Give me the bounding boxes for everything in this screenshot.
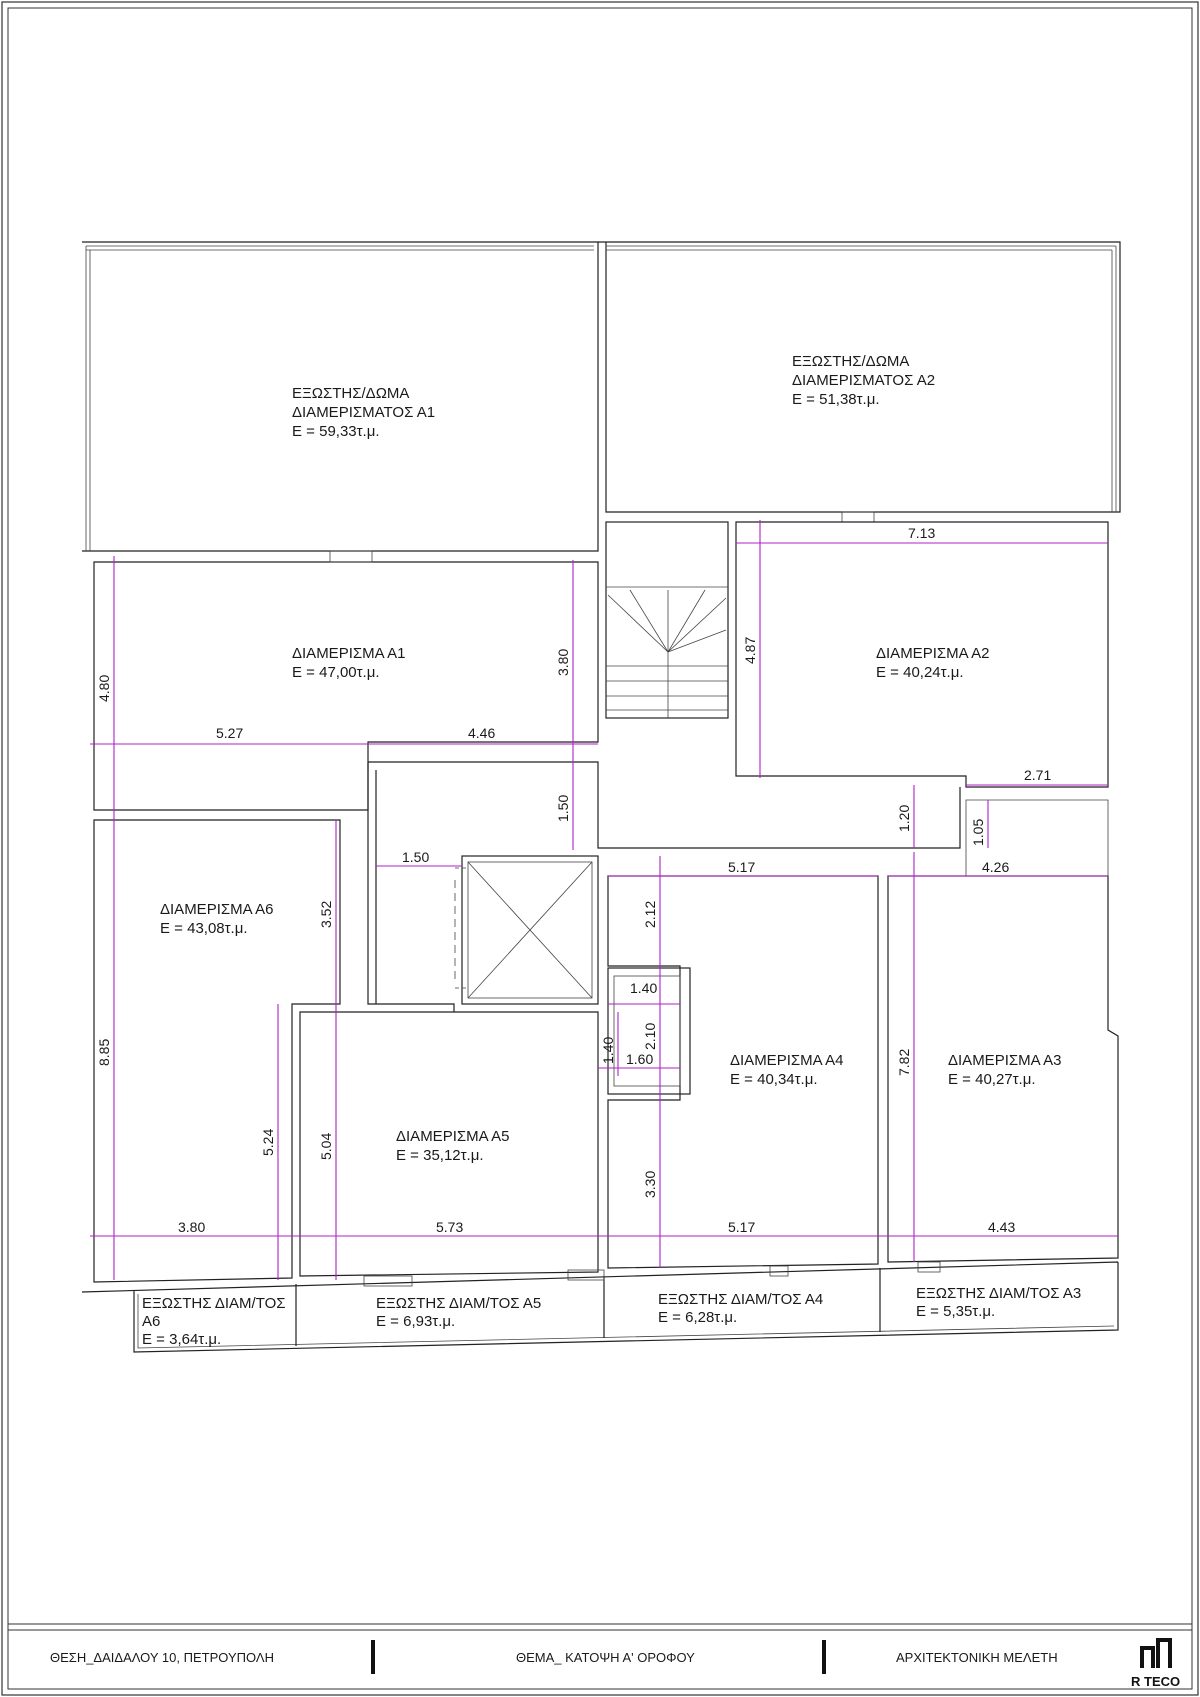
title-location: ΘΕΣΗ_ΔΑΙΔΑΛΟΥ 10, ΠΕΤΡΟΥΠΟΛΗ: [50, 1650, 274, 1665]
dim-bottom-a4: 5.17: [728, 1219, 756, 1235]
dim-a6-upper-depth: 3.52: [318, 900, 334, 928]
balcony-a3-area: Ε = 5,35τ.μ.: [916, 1303, 996, 1320]
apartment-a5-area: Ε = 35,12τ.μ.: [396, 1147, 484, 1164]
terrace-a2-area: Ε = 51,38τ.μ.: [792, 391, 880, 408]
dim-shaft-height: 2.10: [642, 1022, 658, 1050]
balcony-a5-line1: ΕΞΩΣΤΗΣ ΔΙΑΜ/ΤΟΣ Α5: [376, 1295, 542, 1312]
dim-corridor-height: 1.50: [555, 794, 571, 822]
dimension-lines: [90, 520, 1118, 1280]
dim-a3-top-width: 4.26: [982, 859, 1010, 875]
terrace-a1-line2: ΔΙΑΜΕΡΙΣΜΑΤΟΣ Α1: [292, 404, 436, 421]
dim-shaft-side-height: 1.40: [600, 1036, 616, 1064]
apartment-a6-area: [94, 820, 340, 1282]
dim-a4-upper-depth: 2.12: [642, 900, 658, 928]
balcony-a6-line1: ΕΞΩΣΤΗΣ ΔΙΑΜ/ΤΟΣ: [142, 1295, 286, 1312]
apartment-a6-name: ΔΙΑΜΕΡΙΣΜΑ Α6: [160, 901, 274, 918]
apartment-labels: [160, 645, 1062, 1164]
dim-a1-depth-right: 3.80: [555, 648, 571, 676]
apartment-a5-name: ΔΙΑΜΕΡΙΣΜΑ Α5: [396, 1128, 510, 1145]
terrace-a2-line2: ΔΙΑΜΕΡΙΣΜΑΤΟΣ Α2: [792, 372, 936, 389]
title-block: [8, 1624, 1192, 1689]
balcony-a4-line1: ΕΞΩΣΤΗΣ ΔΙΑΜ/ΤΟΣ Α4: [658, 1291, 824, 1308]
staircase: [606, 522, 728, 718]
balcony-a4-area: Ε = 6,28τ.μ.: [658, 1309, 738, 1326]
dim-bottom-a6: 3.80: [178, 1219, 206, 1235]
dim-a2-width: 7.13: [908, 525, 936, 541]
balcony-a6-line2: Α6: [142, 1313, 161, 1330]
dim-a5-depth: 5.04: [318, 1132, 334, 1160]
balcony-a6-area: Ε = 3,64τ.μ.: [142, 1331, 222, 1348]
dim-a6-lower-depth: 5.24: [260, 1128, 276, 1156]
title-subject: ΘΕΜΑ_ ΚΑΤΟΨΗ Α' ΟΡΟΦΟΥ: [516, 1650, 695, 1665]
apartment-a2-area: Ε = 40,24τ.μ.: [876, 664, 964, 681]
corridor: [368, 762, 960, 1012]
elevator-shaft: [455, 856, 598, 1004]
dim-a3-depth: 7.82: [896, 1048, 912, 1076]
dim-a6-depth: 8.85: [96, 1038, 112, 1066]
dim-a2-notch-width: 2.71: [1024, 767, 1052, 783]
dim-a2-depth: 4.87: [742, 636, 758, 664]
dim-bottom-a3: 4.43: [988, 1219, 1016, 1235]
dim-shaft-width-bottom: 1.60: [626, 1051, 654, 1067]
apartment-a4-area: Ε = 40,34τ.μ.: [730, 1071, 818, 1088]
dim-a1-width-left: 5.27: [216, 725, 244, 741]
apartment-a6-area: Ε = 43,08τ.μ.: [160, 920, 248, 937]
apartment-a4-name: ΔΙΑΜΕΡΙΣΜΑ Α4: [730, 1052, 844, 1069]
dim-a1-width-right: 4.46: [468, 725, 496, 741]
apartment-a1-area: Ε = 47,00τ.μ.: [292, 664, 380, 681]
apartment-a1-name: ΔΙΑΜΕΡΙΣΜΑ Α1: [292, 645, 406, 662]
dim-a1-depth-left: 4.80: [96, 674, 112, 702]
title-study: ΑΡΧΙΤΕΚΤΟΝΙΚΗ ΜΕΛΕΤΗ: [896, 1650, 1058, 1665]
dim-shaft-width-top: 1.40: [630, 980, 658, 996]
terrace-a1-area: Ε = 59,33τ.μ.: [292, 423, 380, 440]
dim-corridor-right-height: 1.20: [896, 804, 912, 832]
apartment-a3-name: ΔΙΑΜΕΡΙΣΜΑ Α3: [948, 1052, 1062, 1069]
logo-text: R TECO: [1131, 1674, 1181, 1689]
title-separator-2: [822, 1640, 826, 1674]
dim-corridor-width: 1.50: [402, 849, 430, 865]
terrace-a2-line1: ΕΞΩΣΤΗΣ/ΔΩΜΑ: [792, 353, 910, 370]
dimension-values: [96, 525, 1051, 1235]
rteco-logo-icon: [1142, 1640, 1170, 1668]
dim-a3-notch-height: 1.05: [970, 818, 986, 846]
apartment-a3-area: Ε = 40,27τ.μ.: [948, 1071, 1036, 1088]
balcony-a3-line1: ΕΞΩΣΤΗΣ ΔΙΑΜ/ΤΟΣ Α3: [916, 1285, 1082, 1302]
dim-bottom-a5: 5.73: [436, 1219, 464, 1235]
balcony-a5-area: Ε = 6,93τ.μ.: [376, 1313, 456, 1330]
terrace-a1-line1: ΕΞΩΣΤΗΣ/ΔΩΜΑ: [292, 385, 410, 402]
title-separator-1: [371, 1640, 375, 1674]
balcony-labels: [142, 1285, 1081, 1348]
dim-a4-lower-depth: 3.30: [642, 1170, 658, 1198]
dim-a4-top-width: 5.17: [728, 859, 756, 875]
apartment-a2-name: ΔΙΑΜΕΡΙΣΜΑ Α2: [876, 645, 990, 662]
terrace-labels: [292, 353, 935, 440]
